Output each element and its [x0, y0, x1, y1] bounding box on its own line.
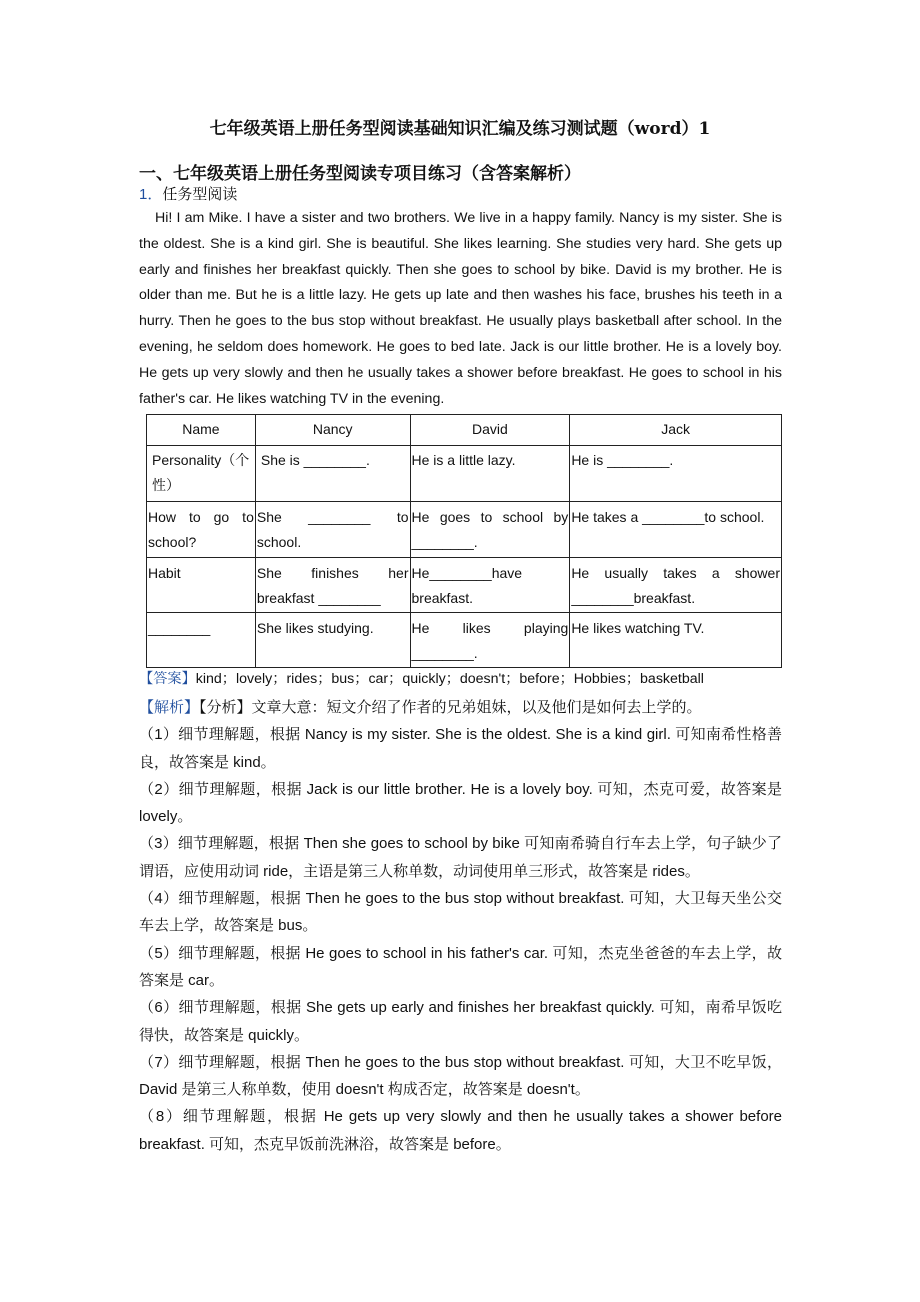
question-number: 1． — [139, 186, 163, 203]
analysis-intro-text: 【分析】文章大意：短文介绍了作者的兄弟姐妹，以及他们是如何去上学的。 — [199, 699, 702, 716]
analysis-block — [139, 694, 782, 1158]
table-header-row — [147, 415, 782, 446]
analysis-item: （4）细节理解题，根据 Then he goes to the bus stop without breakfast. 可知，大卫每天坐公交车去上学，故答案是 bus。 — [139, 890, 782, 935]
table-cell: He is a little lazy. — [410, 446, 570, 502]
table-cell: How to go to school? — [147, 502, 256, 558]
analysis-item: （5）细节理解题，根据 He goes to school in his father's car. 可知，杰克坐爸爸的车去上学，故答案是 car。 — [139, 944, 782, 989]
table-cell: He________have breakfast. — [410, 558, 570, 613]
analysis-item: （7）细节理解题，根据 Then he goes to the bus stop without breakfast. 可知，大卫不吃早饭，David 是第三人称单数，使用 doesn't 构成否定，故答案是 doesn't。 — [139, 1053, 782, 1099]
question-header — [139, 183, 237, 204]
table-row — [147, 502, 782, 558]
table-header-cell: Jack — [570, 415, 782, 446]
table-cell: She is ________. — [255, 446, 410, 502]
answer-table — [146, 414, 782, 668]
document-title: 七年级英语上册任务型阅读基础知识汇编及练习测试题（word）1 — [209, 119, 711, 139]
answer-tag: 【答案】 — [139, 671, 196, 687]
table-header-cell: Nancy — [255, 415, 410, 446]
table-cell: He likes watching TV. — [570, 613, 782, 668]
table-cell: He goes to school by ________. — [410, 502, 570, 558]
analysis-item: （6）细节理解题，根据 She gets up early and finishes her breakfast quickly. 可知，南希早饭吃得快，故答案是 quickly。 — [139, 999, 782, 1044]
table-cell: Habit — [147, 558, 256, 613]
analysis-item: （3）细节理解题，根据 Then she goes to school by bike 可知南希骑自行车去上学，句子缺少了谓语，应使用动词 ride，主语是第三人称单数，动词使用单三形式，故答案是 rides。 — [139, 835, 782, 880]
analysis-item: （1）细节理解题，根据 Nancy is my sister. She is the oldest. She is a kind girl. 可知南希性格善良，故答案是 kind。 — [139, 726, 782, 771]
table-row — [147, 446, 782, 502]
answer-line — [139, 668, 704, 690]
analysis-item: （2）细节理解题，根据 Jack is our little brother. He is a lovely boy. 可知，杰克可爱，故答案是 lovely。 — [139, 780, 782, 826]
table-cell: She likes studying. — [255, 613, 410, 668]
analysis-tag: 【解析】 — [139, 699, 200, 716]
question-label: 任务型阅读 — [162, 186, 238, 203]
table-cell: Personality（个性） — [147, 446, 256, 502]
passage-text: Hi! I am Mike. I have a sister and two brothers. We live in a happy family. Nancy is my sister. She is the oldest. She is a kind girl. She is beautiful. She likes learning. She studies very hard. She gets up early and finishes her breakfast quickly. Then she goes to school by bike. David is my brother. He is older than me. But he is a little lazy. He gets up late and then washes his face, brushes his teeth in a hurry. Then he goes to the bus stop without breakfast. He usually plays basketball after school. In the evening, he seldom does homework. He goes to bed late. Jack is our little brother. He is a lovely boy. He gets up very slowly and then he usually takes a shower before breakfast. He goes to school in his father's car. He likes watching TV in the evening. — [139, 210, 782, 407]
table-cell: He takes a ________to school. — [570, 502, 782, 558]
table-cell: She ________ to school. — [255, 502, 410, 558]
table-cell: ________ — [147, 613, 256, 668]
answer-text: kind；lovely；rides；bus；car；quickly；doesn't；before；Hobbies；basketball — [195, 671, 704, 687]
table-cell: He usually takes a shower ________breakfast. — [570, 558, 782, 613]
table-row — [147, 558, 782, 613]
analysis-intro — [139, 694, 782, 721]
table-cell: He is ________. — [570, 446, 782, 502]
table-header-cell: David — [410, 415, 570, 446]
section-heading: 一、七年级英语上册任务型阅读专项目练习（含答案解析） — [139, 164, 581, 184]
reading-passage — [139, 206, 782, 412]
table-header-cell: Name — [147, 415, 256, 446]
table-cell: She finishes her breakfast ________ — [255, 558, 410, 613]
analysis-item: （8）细节理解题，根据 He gets up very slowly and then he usually takes a shower before breakfast. 可知，杰克早饭前洗淋浴，故答案是 before。 — [139, 1108, 782, 1153]
table-row — [147, 613, 782, 668]
table-cell: He likes playing ________. — [410, 613, 570, 668]
